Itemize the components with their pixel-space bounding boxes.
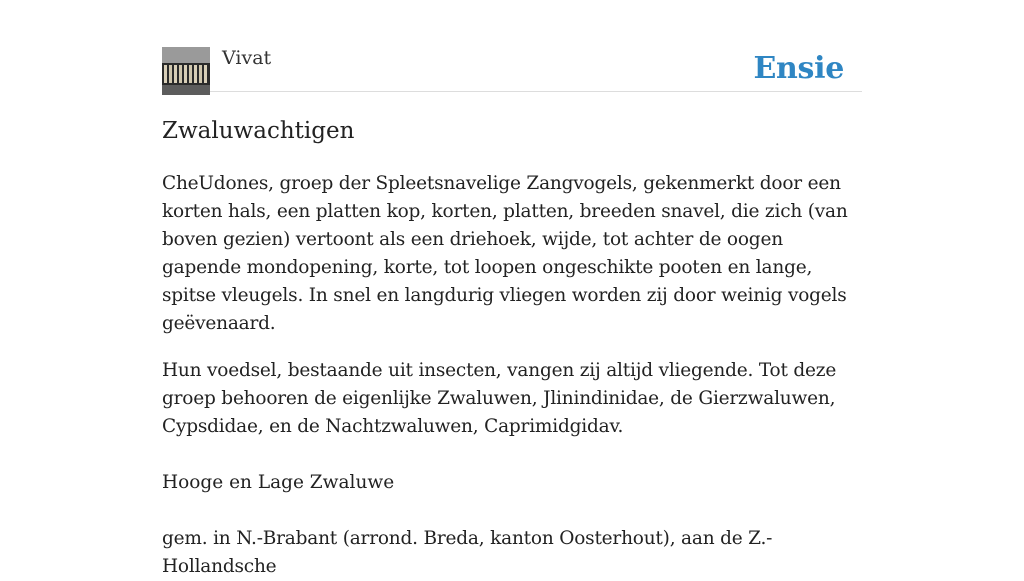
article-header <box>162 47 862 92</box>
article-title: Zwaluwachtigen <box>162 118 355 144</box>
article-paragraph: gem. in N.-Brabant (arrond. Breda, kanton Oosterhout), aan de Z.-Hollandsche <box>162 528 773 577</box>
article-subheading: Hooge en Lage Zwaluwe <box>162 472 395 493</box>
avatar[interactable] <box>162 47 210 95</box>
article-container <box>162 47 862 581</box>
article-paragraph: CheUdones, groep der Spleetsnavelige Zangvogels, gekenmerkt door een korten hals, een platten kop, korten, platten, breeden snavel, die zich (van boven gezien) vertoont als een driehoek, wijde, tot achter de oogen gapende mondopening, korte, tot loopen ongeschikte pooten en lange, spitse vleugels. In snel en langdurig vliegen worden zij door weinig vogels geëvenaard. <box>162 173 848 334</box>
article-paragraph: Hun voedsel, bestaande uit insecten, vangen zij altijd vliegende. Tot deze groep behooren de eigenlijke Zwaluwen, Jlinindinidae, de Gierzwaluwen, Cypsdidae, en de Nachtzwaluwen, Caprimidgidav. <box>162 360 837 437</box>
brand-logo[interactable]: Ensie <box>753 51 844 86</box>
avatar-image <box>162 47 210 95</box>
author-name[interactable]: Vivat <box>222 47 272 69</box>
